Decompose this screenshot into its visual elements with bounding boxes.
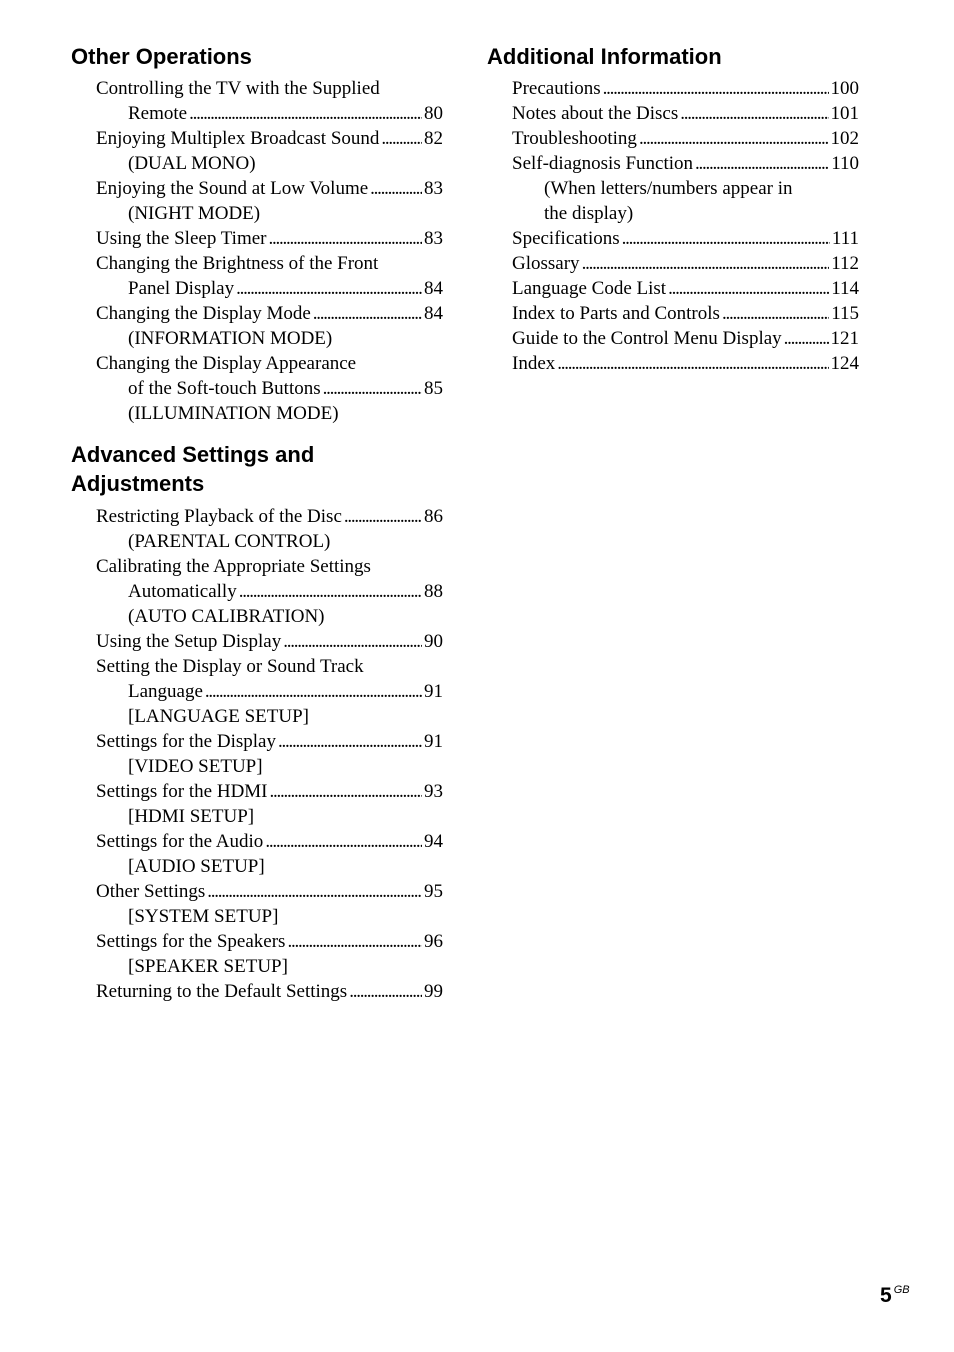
toc-entry-title: Precautions [512, 78, 601, 99]
toc-entry-line [96, 301, 443, 326]
toc-entry [96, 879, 443, 929]
dot-leader [370, 176, 422, 201]
section-title-line: Advanced Settings and [71, 442, 315, 467]
toc-entry-line [512, 126, 859, 151]
dot-leader [265, 829, 422, 854]
toc-entry [96, 251, 443, 301]
toc-entry-page: 95 [424, 881, 443, 902]
toc-entry [96, 504, 443, 554]
toc-entry-subtitle: (AUTO CALIBRATION) [128, 606, 325, 627]
toc-entry-page: 101 [830, 103, 859, 124]
toc-entry-title: Settings for the Speakers [96, 931, 286, 952]
dot-leader [639, 126, 829, 151]
toc-entry-page: 83 [424, 178, 443, 199]
toc-left-column [71, 42, 443, 1004]
dot-leader [236, 276, 422, 301]
toc-entry [512, 251, 859, 276]
toc-entry-line [96, 504, 443, 529]
toc-entry-page: 88 [424, 581, 443, 602]
toc-entry-line [96, 829, 443, 854]
toc-entry [512, 101, 859, 126]
toc-entry [96, 729, 443, 779]
toc-entry-line [512, 226, 859, 251]
toc-entry-line [96, 101, 443, 126]
dot-leader [207, 879, 422, 904]
toc-entry-line [512, 351, 859, 376]
toc-entry [96, 629, 443, 654]
toc-list [487, 76, 859, 376]
toc-entry-line [96, 929, 443, 954]
toc-entry-subtitle: the display) [544, 203, 634, 224]
toc-entry-title: Self-diagnosis Function [512, 153, 694, 174]
toc-entry-title: Enjoying Multiplex Broadcast Sound [96, 128, 380, 149]
toc-entry [96, 226, 443, 251]
dot-leader [189, 101, 422, 126]
toc-entry [96, 979, 443, 1004]
toc-entry-page: 80 [424, 103, 443, 124]
toc-entry-page: 93 [424, 781, 443, 802]
toc-entry-page: 91 [424, 731, 443, 752]
toc-entry-title: Panel Display [128, 278, 235, 299]
toc-entry-page: 121 [830, 328, 859, 349]
toc-entry-page: 110 [831, 153, 859, 174]
dot-leader [278, 729, 422, 754]
toc-entry [96, 554, 443, 629]
dot-leader [381, 126, 422, 151]
dot-leader [695, 151, 829, 176]
toc-entry-title: Index [512, 353, 556, 374]
toc-entry-line [512, 276, 859, 301]
toc-entry-page: 84 [424, 303, 443, 324]
dot-leader [557, 351, 828, 376]
toc-entry-title: Automatically [128, 581, 237, 602]
dot-leader [239, 579, 422, 604]
dot-leader [603, 76, 829, 101]
toc-entry [512, 351, 859, 376]
toc-entry-page: 115 [831, 303, 859, 324]
toc-entry-page: 96 [424, 931, 443, 952]
toc-entry-line [512, 151, 859, 176]
toc-entry [512, 276, 859, 301]
toc-entry-title: Language Code List [512, 278, 667, 299]
toc-entry-subtitle: [AUDIO SETUP] [128, 856, 265, 877]
toc-entry [96, 301, 443, 351]
section-title-additional-information: Additional Information [487, 44, 722, 69]
toc-entry-page: 84 [424, 278, 443, 299]
toc-entry-subtitle: [VIDEO SETUP] [128, 756, 263, 777]
dot-leader [680, 101, 828, 126]
dot-leader [582, 251, 830, 276]
toc-entry-line [96, 679, 443, 704]
toc-entry-title: Language [128, 681, 203, 702]
toc-entry-line [96, 629, 443, 654]
toc-right-column [487, 42, 859, 376]
page-number-suffix: GB [893, 1284, 910, 1296]
toc-entry [512, 326, 859, 351]
toc-entry [512, 226, 859, 251]
toc-list [71, 504, 443, 1004]
toc-entry-line [96, 779, 443, 804]
dot-leader [313, 301, 422, 326]
toc-entry-line [512, 251, 859, 276]
toc-entry-page: 94 [424, 831, 443, 852]
toc-entry-title: Returning to the Default Settings [96, 981, 348, 1002]
toc-entry-line [512, 101, 859, 126]
toc-entry-subtitle: [HDMI SETUP] [128, 806, 255, 827]
toc-entry-line [96, 226, 443, 251]
toc-entry-page: 100 [830, 78, 859, 99]
toc-entry-title: Using the Sleep Timer [96, 228, 267, 249]
dot-leader [323, 376, 422, 401]
toc-entry-title: Specifications [512, 228, 620, 249]
toc-entry-page: 99 [424, 981, 443, 1002]
toc-entry-title: of the Soft-touch Buttons [128, 378, 321, 399]
toc-list [71, 76, 443, 426]
toc-entry-title: Index to Parts and Controls [512, 303, 720, 324]
toc-entry-line [96, 879, 443, 904]
toc-entry-page: 85 [424, 378, 443, 399]
dot-leader [270, 779, 422, 804]
toc-entry-page: 124 [830, 353, 859, 374]
page-number-value: 5 [880, 1284, 892, 1307]
toc-entry-title: Notes about the Discs [512, 103, 679, 124]
toc-entry-title: Changing the Display Mode [96, 303, 311, 324]
toc-entry [96, 176, 443, 226]
toc-entry [96, 76, 443, 126]
dot-leader [668, 276, 829, 301]
dot-leader [784, 326, 829, 351]
toc-entry [512, 301, 859, 326]
toc-entry-subtitle: (NIGHT MODE) [128, 203, 261, 224]
toc-entry-subtitle: (When letters/numbers appear in [544, 178, 793, 199]
toc-entry-page: 82 [424, 128, 443, 149]
toc-entry-title: Settings for the Audio [96, 831, 264, 852]
toc-entry-page: 86 [424, 506, 443, 527]
toc-entry-title: Restricting Playback of the Disc [96, 506, 342, 527]
toc-entry-title-line: Setting the Display or Sound Track [96, 656, 364, 677]
dot-leader [283, 629, 422, 654]
toc-entry-title: Troubleshooting [512, 128, 637, 149]
toc-entry-title: Other Settings [96, 881, 206, 902]
toc-entry [96, 351, 443, 426]
toc-entry-title: Glossary [512, 253, 580, 274]
dot-leader [349, 979, 422, 1004]
toc-entry-subtitle: (DUAL MONO) [128, 153, 256, 174]
toc-entry-title: Settings for the HDMI [96, 781, 268, 802]
toc-entry-subtitle: [SPEAKER SETUP] [128, 956, 288, 977]
toc-entry-page: 112 [831, 253, 859, 274]
toc-entry-page: 90 [424, 631, 443, 652]
toc-entry-subtitle: (INFORMATION MODE) [128, 328, 333, 349]
toc-entry-line [96, 579, 443, 604]
toc-entry-line [96, 276, 443, 301]
toc-entry-line [96, 176, 443, 201]
dot-leader [622, 226, 830, 251]
toc-entry-page: 91 [424, 681, 443, 702]
toc-entry [512, 126, 859, 151]
toc-entry-line [96, 376, 443, 401]
section-title-line: Adjustments [71, 471, 205, 496]
toc-entry-subtitle: (ILLUMINATION MODE) [128, 403, 339, 424]
toc-entry-title: Settings for the Display [96, 731, 276, 752]
toc-entry-title: Remote [128, 103, 188, 124]
dot-leader [268, 226, 422, 251]
toc-entry-title-line: Changing the Brightness of the Front [96, 253, 379, 274]
toc-entry-title: Enjoying the Sound at Low Volume [96, 178, 369, 199]
dot-leader [205, 679, 422, 704]
toc-entry-page: 111 [831, 228, 859, 249]
toc-entry-title: Using the Setup Display [96, 631, 282, 652]
toc-entry-title-line: Controlling the TV with the Supplied [96, 78, 380, 99]
toc-entry-subtitle: (PARENTAL CONTROL) [128, 531, 331, 552]
toc-entry-subtitle: [SYSTEM SETUP] [128, 906, 279, 927]
toc-entry [96, 654, 443, 729]
toc-entry [512, 76, 859, 101]
toc-entry-line [512, 301, 859, 326]
toc-entry [512, 151, 859, 226]
dot-leader [344, 504, 422, 529]
toc-entry-line [512, 326, 859, 351]
toc-entry-line [96, 729, 443, 754]
toc-entry-line [96, 126, 443, 151]
toc-entry [96, 929, 443, 979]
toc-entry-title-line: Calibrating the Appropriate Settings [96, 556, 371, 577]
toc-entry [96, 829, 443, 879]
section-title-other-operations: Other Operations [71, 44, 252, 69]
toc-entry-page: 102 [830, 128, 859, 149]
toc-entry-line [512, 76, 859, 101]
toc-entry-line [96, 979, 443, 1004]
page-number [880, 1284, 910, 1308]
toc-entry [96, 779, 443, 829]
toc-entry-subtitle: [LANGUAGE SETUP] [128, 706, 310, 727]
section-title-advanced-settings [71, 440, 443, 498]
toc-entry-title: Guide to the Control Menu Display [512, 328, 782, 349]
dot-leader [287, 929, 422, 954]
toc-entry-title-line: Changing the Display Appearance [96, 353, 357, 374]
toc-entry-page: 114 [831, 278, 859, 299]
dot-leader [722, 301, 829, 326]
toc-entry [96, 126, 443, 176]
toc-entry-page: 83 [424, 228, 443, 249]
